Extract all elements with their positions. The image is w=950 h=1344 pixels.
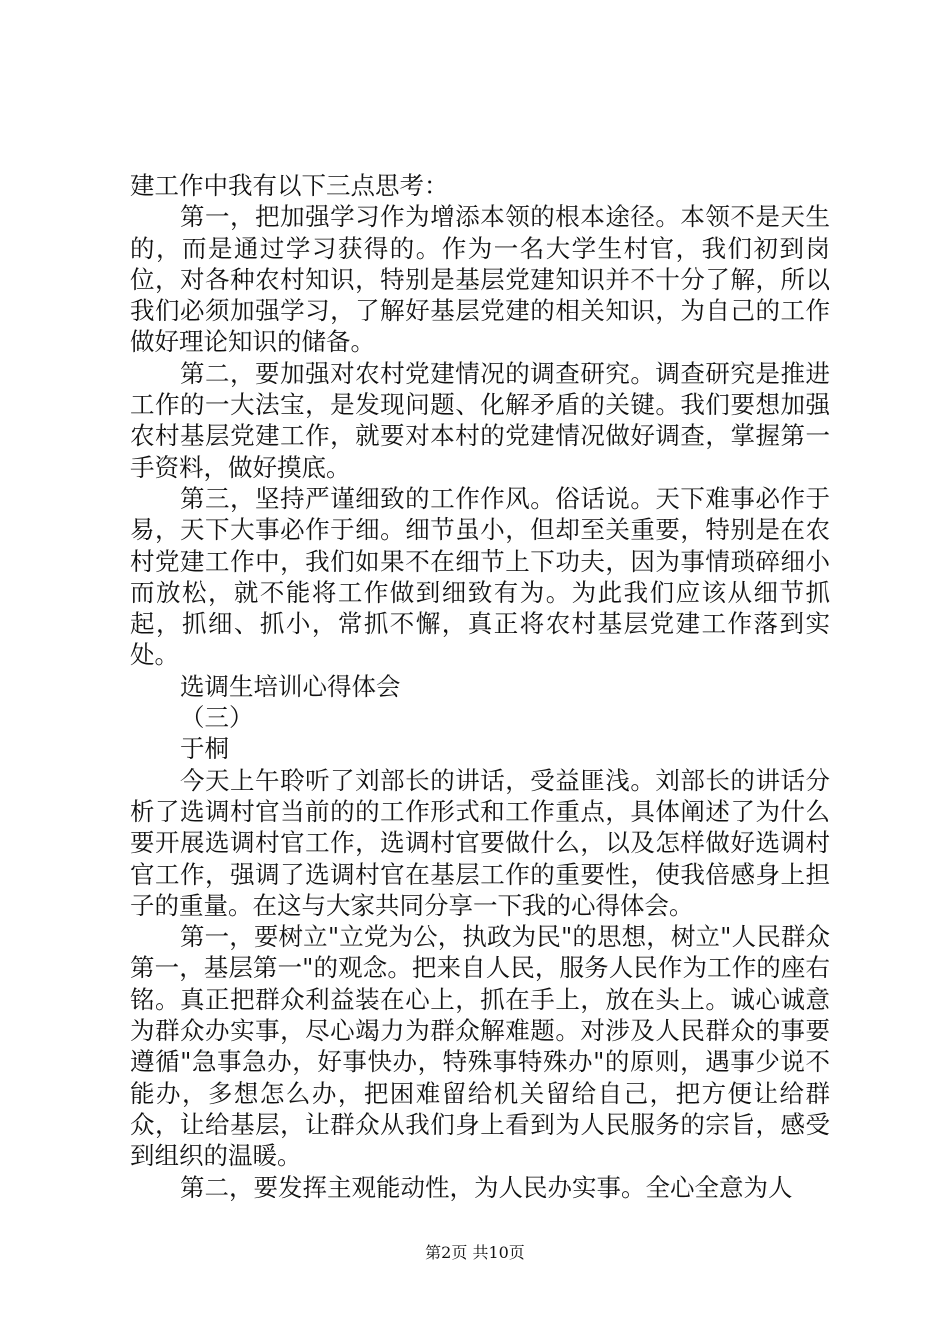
paragraph: 建工作中我有以下三点思考： xyxy=(130,171,449,200)
page-footer xyxy=(0,1240,950,1263)
paragraph: 第三，坚持严谨细致的工作作风。俗话说。天下难事必作于易，天下大事必作于细。细节虽小，但却至关重要，特别是在农村党建工作中，我们如果不在细节上下功夫，因为事情琐碎细小而放松，就不能将工作做到细致有为。为此我们应该从细节抓起，抓细、抓小，常抓不懈，真正将农村基层党建工作落到实处。 xyxy=(130,483,830,670)
paragraph: 第一，把加强学习作为增添本领的根本途径。本领不是天生的，而是通过学习获得的。作为一名大学生村官，我们初到岗位，对各种农村知识，特别是基层党建知识并不十分了解，所以我们必须加强学习，了解好基层党建的相关知识，为自己的工作做好理论知识的储备。 xyxy=(130,202,830,357)
page-number-label: 第2页 共10页 xyxy=(425,1243,525,1262)
document-body xyxy=(130,170,830,1203)
section-number: （三） xyxy=(180,703,254,733)
author-name: 于桐 xyxy=(180,734,229,764)
paragraph: 今天上午聆听了刘部长的讲话，受益匪浅。刘部长的讲话分析了选调村官当前的的工作形式和工作重点，具体阐述了为什么要开展选调村官工作，选调村官要做什么，以及怎样做好选调村官工作，强调了选调村官在基层工作的重要性，使我倍感身上担子的重量。在这与大家共同分享一下我的心得体会。 xyxy=(130,765,830,920)
paragraph: 第二，要加强对农村党建情况的调查研究。调查研究是推进工作的一大法宝，是发现问题、化解矛盾的关键。我们要想加强农村基层党建工作，就要对本村的党建情况做好调查，掌握第一手资料，做好摸底。 xyxy=(130,358,830,482)
section-title: 选调生培训心得体会 xyxy=(180,671,401,701)
paragraph: 第一，要树立"立党为公，执政为民"的思想，树立"人民群众第一，基层第一"的观念。把来自人民，服务人民作为工作的座右铭。真正把群众利益装在心上，抓在手上，放在头上。诚心诚意为群众办实事，尽心竭力为群众解难题。对涉及人民群众的事要遵循"急事急办，好事快办，特殊事特殊办"的原则，遇事少说不能办，多想怎么办，把困难留给机关留给自己，把方便让给群众，让给基层，让群众从我们身上看到为人民服务的宗旨，感受到组织的温暖。 xyxy=(130,922,830,1171)
paragraph: 第二，要发挥主观能动性，为人民办实事。全心全意为人 xyxy=(180,1172,793,1202)
